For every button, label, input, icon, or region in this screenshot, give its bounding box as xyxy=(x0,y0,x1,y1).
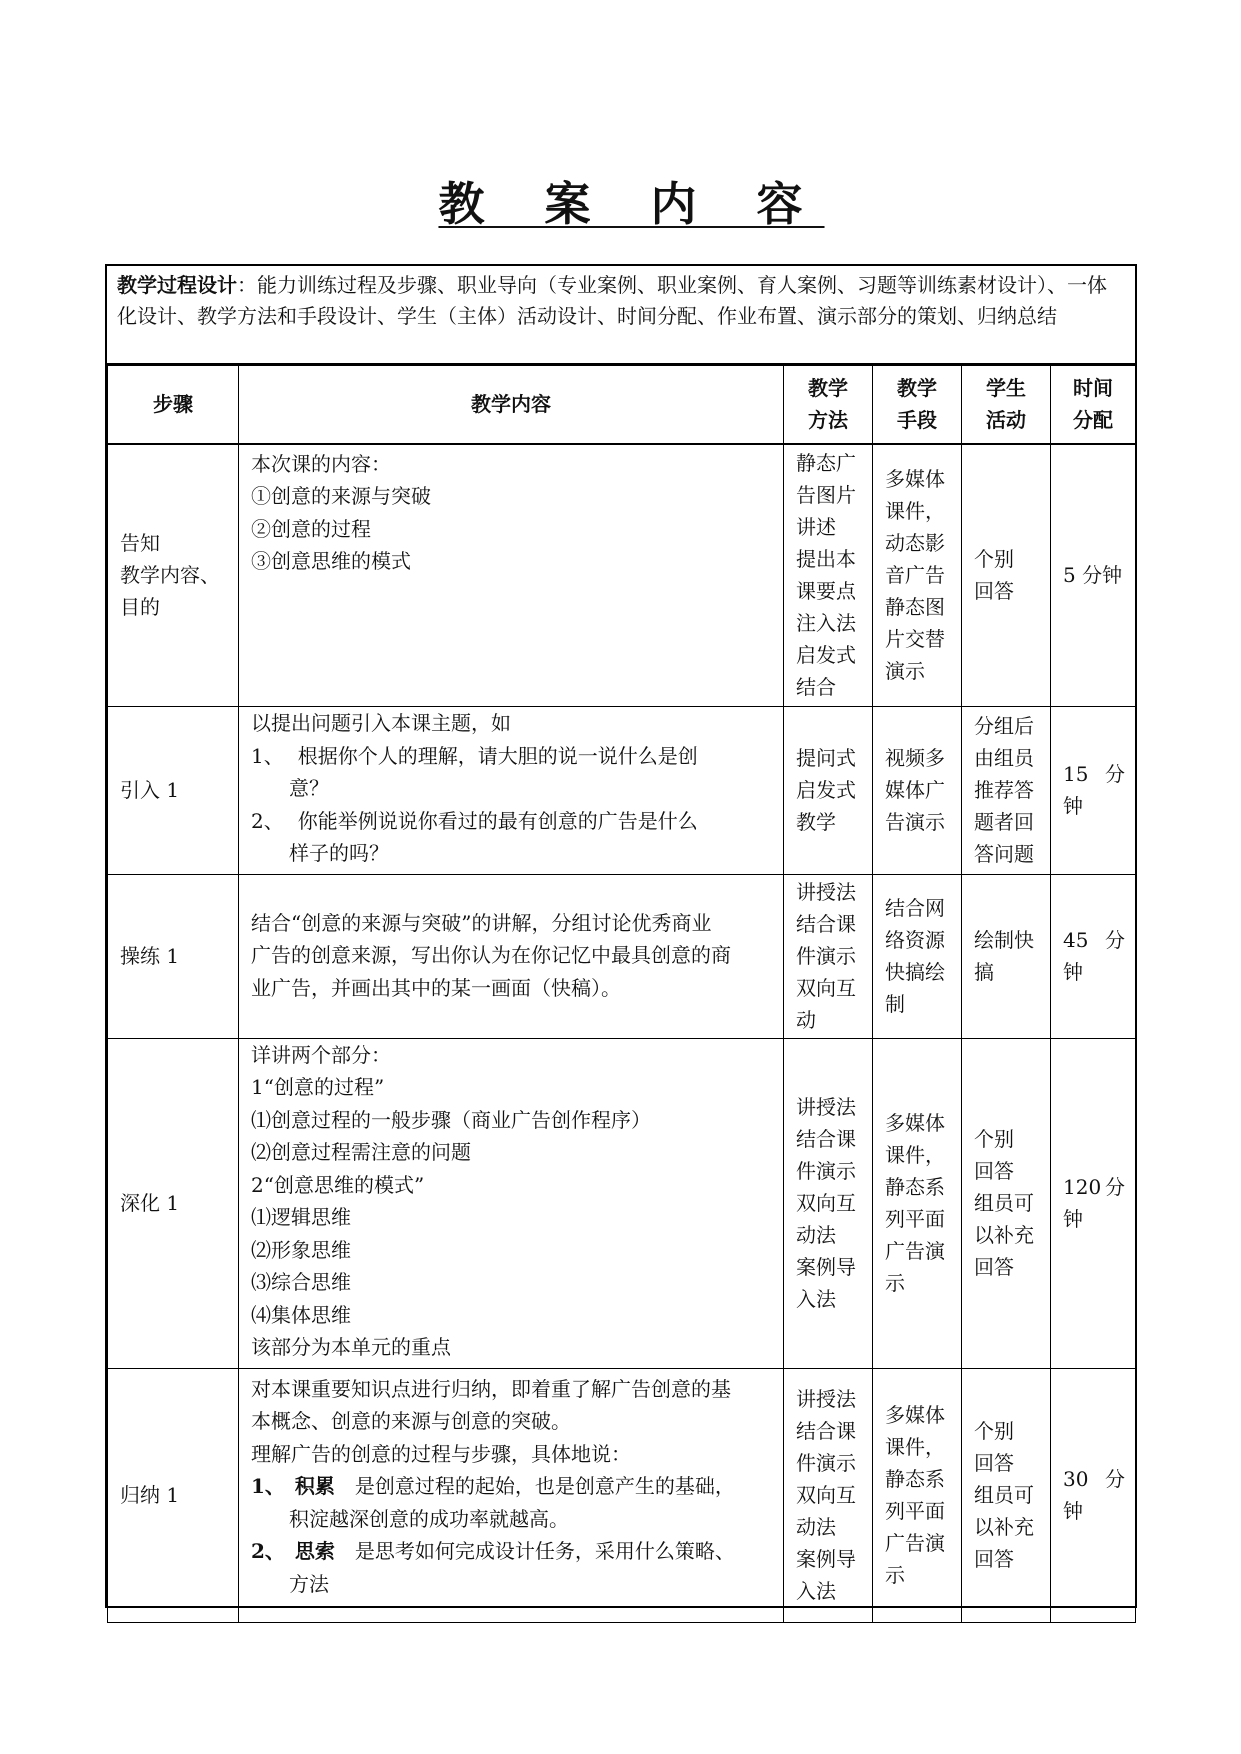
process-design-intro xyxy=(107,266,1135,365)
table-row xyxy=(108,1368,1136,1622)
table-row xyxy=(108,874,1136,1038)
table-row xyxy=(108,444,1136,707)
method-cell: 提问式 启发式 教学 xyxy=(784,707,873,875)
means-cell: 视频多 媒体广 告演示 xyxy=(873,707,962,875)
step-cell: 告知 教学内容、 目的 xyxy=(108,444,239,707)
lesson-table xyxy=(107,365,1136,1623)
method-cell: 静态广 告图片 讲述 提出本 课要点 注入法 启发式 结合 xyxy=(784,444,873,707)
content-cell: 以提出问题引入本课主题，如 1、 根据你个人的理解，请大胆的说一说什么是创 意？ 2、 你能举例说说你看过的最有创意的广告是什么 样子的吗？ xyxy=(239,707,784,875)
header-activity: 学生 活动 xyxy=(962,366,1051,444)
intro-label: 教学过程设计 xyxy=(117,273,237,297)
method-cell: 讲授法 结合课 件演示 双向互 动法 案例导 入法 xyxy=(784,1038,873,1368)
content-cell: 详讲两个部分： 1“创意的过程” ⑴创意过程的一般步骤（商业广告创作程序） ⑵创意过程需注意的问题 2“创意思维的模式” ⑴逻辑思维 ⑵形象思维 ⑶综合思维 ⑷集体思维 该部分为本单元的重点 xyxy=(239,1038,784,1368)
header-step: 步骤 xyxy=(108,366,239,444)
page-title: 教 案 内 容 xyxy=(438,177,825,231)
activity-cell: 个别 回答 组员可 以补充 回答 xyxy=(962,1038,1051,1368)
header-method: 教学 方法 xyxy=(784,366,873,444)
step-cell: 深化 1 xyxy=(108,1038,239,1368)
content-cell: 结合“创意的来源与突破”的讲解，分组讨论优秀商业 广告的创意来源，写出你认为在你记忆中最具创意的商 业广告，并画出其中的某一画面（快稿）。 xyxy=(239,874,784,1038)
content-cell: 对本课重要知识点进行归纳，即着重了解广告创意的基 本概念、创意的来源与创意的突破。 理解广告的创意的过程与步骤，具体地说： 1、 积累 是创意过程的起始，也是创意产生的基础， 积淀越深创意的成功率就越高。 2、 思索 是思考如何完成设计任务，采用什么策略、 方法 xyxy=(239,1368,784,1622)
activity-cell: 分组后 由组员 推荐答 题者回 答问题 xyxy=(962,707,1051,875)
method-cell: 讲授法 结合课 件演示 双向互 动法 案例导 入法 xyxy=(784,1368,873,1622)
content-cell: 本次课的内容： ①创意的来源与突破 ②创意的过程 ③创意思维的模式 xyxy=(239,444,784,707)
means-cell: 多媒体 课件， 动态影 音广告 静态图 片交替 演示 xyxy=(873,444,962,707)
table-header-row xyxy=(108,366,1136,444)
header-content: 教学内容 xyxy=(239,366,784,444)
step-cell: 操练 1 xyxy=(108,874,239,1038)
header-means: 教学 手段 xyxy=(873,366,962,444)
activity-cell: 绘制快 搞 xyxy=(962,874,1051,1038)
lesson-plan-frame xyxy=(105,264,1137,1608)
step-cell: 引入 1 xyxy=(108,707,239,875)
time-cell: 5 分钟 xyxy=(1051,444,1136,707)
means-cell: 多媒体 课件， 静态系 列平面 广告演 示 xyxy=(873,1368,962,1622)
method-cell: 讲授法 结合课 件演示 双向互 动 xyxy=(784,874,873,1038)
table-row xyxy=(108,1038,1136,1368)
time-cell: 15 分 钟 xyxy=(1051,707,1136,875)
activity-cell: 个别 回答 组员可 以补充 回答 xyxy=(962,1368,1051,1622)
activity-cell: 个别 回答 xyxy=(962,444,1051,707)
step-cell: 归纳 1 xyxy=(108,1368,239,1622)
time-cell: 120 分 钟 xyxy=(1051,1038,1136,1368)
time-cell: 45 分 钟 xyxy=(1051,874,1136,1038)
table-row xyxy=(108,707,1136,875)
means-cell: 结合网 络资源 快搞绘 制 xyxy=(873,874,962,1038)
intro-text: ：能力训练过程及步骤、职业导向（专业案例、职业案例、育人案例、习题等训练素材设计）、一体化设计、教学方法和手段设计、学生（主体）活动设计、时间分配、作业布置、演示部分的策划、归纳总结 xyxy=(117,273,1107,328)
header-time: 时间 分配 xyxy=(1051,366,1136,444)
means-cell: 多媒体 课件， 静态系 列平面 广告演 示 xyxy=(873,1038,962,1368)
time-cell: 30 分 钟 xyxy=(1051,1368,1136,1622)
